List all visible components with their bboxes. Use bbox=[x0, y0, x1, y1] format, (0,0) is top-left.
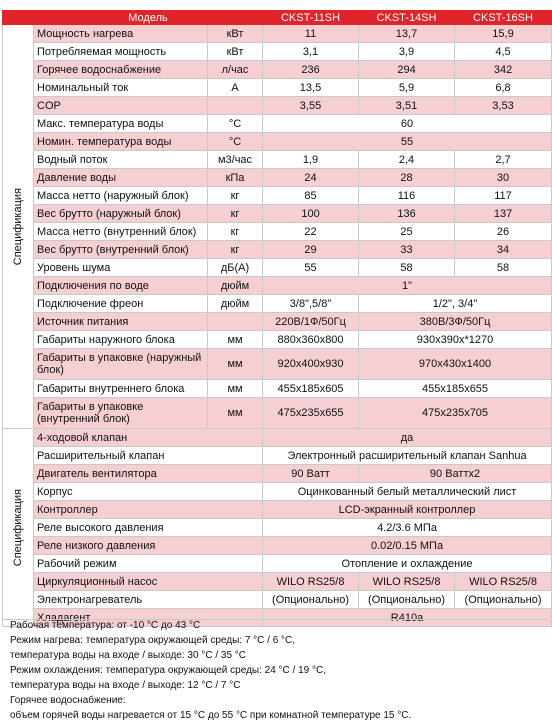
row-name: Номинальный ток bbox=[34, 79, 208, 97]
row-name: Габариты в упаковке (внутренний блок) bbox=[34, 398, 208, 429]
row-value: WILO RS25/8 bbox=[359, 573, 455, 591]
row-value: 4.2/3.6 МПа bbox=[263, 519, 552, 537]
table-row bbox=[3, 259, 552, 277]
row-value: 58 bbox=[359, 259, 455, 277]
row-value: 970x430x1400 bbox=[359, 349, 552, 380]
row-value: 117 bbox=[455, 187, 552, 205]
row-name: Хладагент bbox=[34, 609, 263, 627]
header-row bbox=[3, 11, 552, 25]
row-value: 116 bbox=[359, 187, 455, 205]
row-value: R410a bbox=[263, 609, 552, 627]
row-name: 4-ходовой клапан bbox=[34, 429, 263, 447]
row-value: 930x390x*1270 bbox=[359, 331, 552, 349]
row-value: Отопление и охлаждение bbox=[263, 555, 552, 573]
row-unit: дБ(A) bbox=[208, 259, 263, 277]
row-value: 34 bbox=[455, 241, 552, 259]
table-row bbox=[3, 331, 552, 349]
row-value: 24 bbox=[263, 169, 359, 187]
row-name: Контроллер bbox=[34, 501, 263, 519]
row-value: 25 bbox=[359, 223, 455, 241]
row-unit: кг bbox=[208, 205, 263, 223]
table-row bbox=[3, 241, 552, 259]
table-row bbox=[3, 115, 552, 133]
row-value: WILO RS25/8 bbox=[263, 573, 359, 591]
row-name: Корпус bbox=[34, 483, 263, 501]
row-name: Электронагреватель bbox=[34, 591, 263, 609]
row-value: Оцинкованный белый металлический лист bbox=[263, 483, 552, 501]
row-value: 0.02/0.15 МПа bbox=[263, 537, 552, 555]
row-name: Габариты внутреннего блока bbox=[34, 380, 208, 398]
row-value: 3,53 bbox=[455, 97, 552, 115]
row-value: 15,9 bbox=[455, 25, 552, 43]
row-value: (Опционально) bbox=[263, 591, 359, 609]
row-unit: мм bbox=[208, 398, 263, 429]
row-unit: кг bbox=[208, 223, 263, 241]
row-name: Подключение фреон bbox=[34, 295, 208, 313]
row-name: Двигатель вентилятора bbox=[34, 465, 263, 483]
row-name: Подключения по воде bbox=[34, 277, 208, 295]
table-row bbox=[3, 483, 552, 501]
table-row bbox=[3, 25, 552, 43]
table-row bbox=[3, 573, 552, 591]
row-value: 220В/1Ф/50Гц bbox=[263, 313, 359, 331]
row-value: 60 bbox=[263, 115, 552, 133]
row-value: 6,8 bbox=[455, 79, 552, 97]
group-label-cell bbox=[3, 25, 34, 429]
row-value: 236 bbox=[263, 61, 359, 79]
row-value: 3/8",5/8" bbox=[263, 295, 359, 313]
table-row bbox=[3, 380, 552, 398]
row-unit: кг bbox=[208, 187, 263, 205]
group-label: Спецификация bbox=[12, 488, 24, 567]
row-name: Габариты наружного блока bbox=[34, 331, 208, 349]
row-value: 55 bbox=[263, 133, 552, 151]
row-value: 1" bbox=[263, 277, 552, 295]
table-row bbox=[3, 169, 552, 187]
table-row bbox=[3, 61, 552, 79]
table-row bbox=[3, 555, 552, 573]
row-value: 85 bbox=[263, 187, 359, 205]
row-value: 100 bbox=[263, 205, 359, 223]
row-value: 2,7 bbox=[455, 151, 552, 169]
row-name: Габариты в упаковке (наружный блок) bbox=[34, 349, 208, 380]
table-row bbox=[3, 205, 552, 223]
row-name: Источник питания bbox=[34, 313, 208, 331]
row-value: 28 bbox=[359, 169, 455, 187]
row-value: LCD-экранный контроллер bbox=[263, 501, 552, 519]
row-value: 137 bbox=[455, 205, 552, 223]
row-unit: м3/час bbox=[208, 151, 263, 169]
row-unit: °C bbox=[208, 133, 263, 151]
row-value: 1/2", 3/4" bbox=[359, 295, 552, 313]
row-name: Масса нетто (наружный блок) bbox=[34, 187, 208, 205]
note-line: Горячее водоснабжение: bbox=[10, 695, 126, 706]
row-value: 1,9 bbox=[263, 151, 359, 169]
notes bbox=[10, 618, 546, 723]
table-row bbox=[3, 223, 552, 241]
note-line: температура воды на входе / выходе: 30 °C / 35 °C bbox=[10, 650, 247, 661]
row-name: Масса нетто (внутренний блок) bbox=[34, 223, 208, 241]
row-value: 136 bbox=[359, 205, 455, 223]
note-line: Режим нагрева: температура окружающей среды: 7 °C / 6 °C, bbox=[10, 635, 296, 646]
row-unit bbox=[208, 313, 263, 331]
row-value: 294 bbox=[359, 61, 455, 79]
row-name: Мощность нагрева bbox=[34, 25, 208, 43]
table-row bbox=[3, 465, 552, 483]
row-unit: кПа bbox=[208, 169, 263, 187]
row-name: Горячее водоснабжение bbox=[34, 61, 208, 79]
row-value: 90 Ваттx2 bbox=[359, 465, 552, 483]
row-unit: дюйм bbox=[208, 295, 263, 313]
table-row bbox=[3, 133, 552, 151]
table-row bbox=[3, 398, 552, 429]
row-value: 5,9 bbox=[359, 79, 455, 97]
header-corner bbox=[3, 11, 34, 25]
row-unit: кг bbox=[208, 241, 263, 259]
row-value: 2,4 bbox=[359, 151, 455, 169]
row-value: 90 Ватт bbox=[263, 465, 359, 483]
table-row bbox=[3, 501, 552, 519]
row-value: 30 bbox=[455, 169, 552, 187]
row-value: 455x185x605 bbox=[263, 380, 359, 398]
note-line: Режим охлаждения: температура окружающей среды: 24 °C / 19 °C, bbox=[10, 665, 327, 676]
note-line: объем горячей воды нагревается от 15 °C до 55 °C при комнатной температуре 15 °C. bbox=[10, 710, 412, 721]
row-value: 880x360x800 bbox=[263, 331, 359, 349]
row-name: COP bbox=[34, 97, 208, 115]
header-model-name: CKST-11SH bbox=[263, 11, 359, 25]
note-line: Рабочая температура: от -10 °C до 43 °C bbox=[10, 620, 201, 631]
row-value: 13,7 bbox=[359, 25, 455, 43]
header-model-name: CKST-16SH bbox=[455, 11, 552, 25]
table-row bbox=[3, 97, 552, 115]
row-value: 3,51 bbox=[359, 97, 455, 115]
row-value: WILO RS25/8 bbox=[455, 573, 552, 591]
row-unit bbox=[208, 97, 263, 115]
row-value: 4,5 bbox=[455, 43, 552, 61]
row-value: 26 bbox=[455, 223, 552, 241]
row-name: Рабочий режим bbox=[34, 555, 263, 573]
table-row bbox=[3, 349, 552, 380]
table-row bbox=[3, 295, 552, 313]
spec-table bbox=[2, 10, 552, 627]
row-value: 11 bbox=[263, 25, 359, 43]
table-row bbox=[3, 151, 552, 169]
table-row bbox=[3, 43, 552, 61]
row-value: 475x235x705 bbox=[359, 398, 552, 429]
row-unit: мм bbox=[208, 380, 263, 398]
row-value: 33 bbox=[359, 241, 455, 259]
row-unit: кВт bbox=[208, 43, 263, 61]
row-name: Вес брутто (наружный блок) bbox=[34, 205, 208, 223]
row-unit: °C bbox=[208, 115, 263, 133]
row-value: (Опционально) bbox=[455, 591, 552, 609]
row-name: Расширительный клапан bbox=[34, 447, 263, 465]
table-row bbox=[3, 429, 552, 447]
row-value: 475x235x655 bbox=[263, 398, 359, 429]
row-name: Макс. температура воды bbox=[34, 115, 208, 133]
row-value: 3,9 bbox=[359, 43, 455, 61]
header-model-name: CKST-14SH bbox=[359, 11, 455, 25]
row-name: Водный поток bbox=[34, 151, 208, 169]
row-value: да bbox=[263, 429, 552, 447]
row-value: 55 bbox=[263, 259, 359, 277]
row-unit: дюйм bbox=[208, 277, 263, 295]
row-name: Реле низкого давления bbox=[34, 537, 263, 555]
row-name: Номин. температура воды bbox=[34, 133, 208, 151]
header-model-label: Модель bbox=[34, 11, 263, 25]
row-name: Давление воды bbox=[34, 169, 208, 187]
table-row bbox=[3, 447, 552, 465]
row-name: Вес брутто (внутренний блок) bbox=[34, 241, 208, 259]
row-unit: л/час bbox=[208, 61, 263, 79]
row-unit: A bbox=[208, 79, 263, 97]
row-unit: мм bbox=[208, 331, 263, 349]
row-value: 22 bbox=[263, 223, 359, 241]
group-label: Спецификация bbox=[12, 187, 24, 266]
row-value: 455x185x655 bbox=[359, 380, 552, 398]
row-value: 342 bbox=[455, 61, 552, 79]
row-value: 380В/3Ф/50Гц bbox=[359, 313, 552, 331]
table-row bbox=[3, 277, 552, 295]
table-row bbox=[3, 313, 552, 331]
row-name: Циркуляционный насос bbox=[34, 573, 263, 591]
table-row bbox=[3, 537, 552, 555]
row-unit: кВт bbox=[208, 25, 263, 43]
row-value: Электронный расширительный клапан Sanhua bbox=[263, 447, 552, 465]
row-name: Уровень шума bbox=[34, 259, 208, 277]
row-name: Реле высокого давления bbox=[34, 519, 263, 537]
group-label-cell bbox=[3, 429, 34, 627]
row-value: 3,55 bbox=[263, 97, 359, 115]
row-name: Потребляемая мощность bbox=[34, 43, 208, 61]
row-value: 920x400x930 bbox=[263, 349, 359, 380]
row-value: 3,1 bbox=[263, 43, 359, 61]
row-value: (Опционально) bbox=[359, 591, 455, 609]
table-row bbox=[3, 591, 552, 609]
table-row bbox=[3, 79, 552, 97]
row-unit: мм bbox=[208, 349, 263, 380]
row-value: 13,5 bbox=[263, 79, 359, 97]
note-line: температура воды на входе / выходе: 12 °C / 7 °C bbox=[10, 680, 241, 691]
table-row bbox=[3, 519, 552, 537]
table-row bbox=[3, 187, 552, 205]
row-value: 58 bbox=[455, 259, 552, 277]
row-value: 29 bbox=[263, 241, 359, 259]
